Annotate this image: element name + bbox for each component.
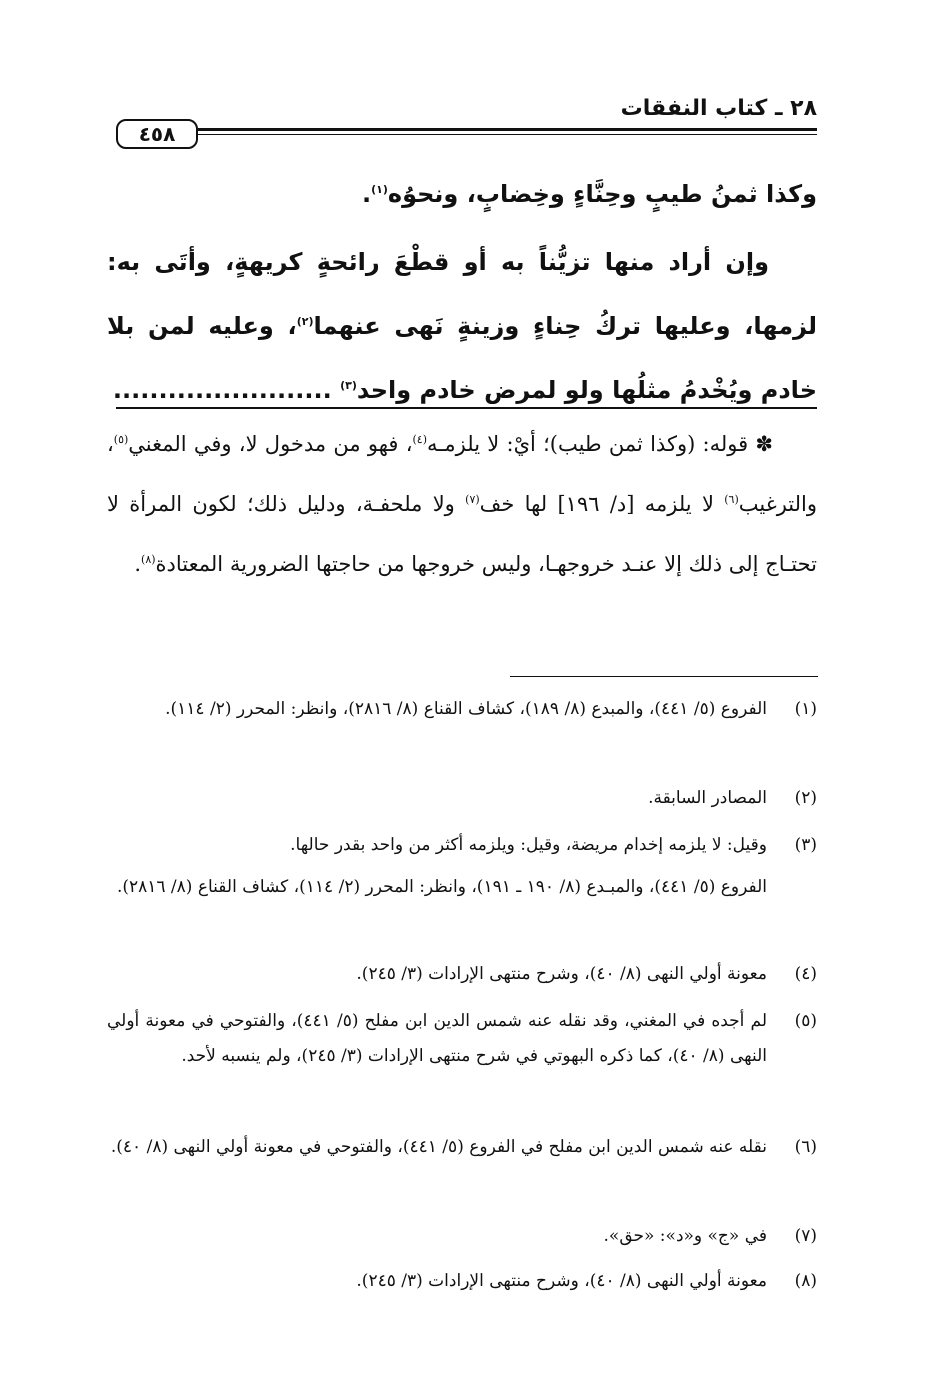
footnotes-separator <box>510 676 818 677</box>
footnote-number: (٦) <box>794 1137 817 1157</box>
footnote-ref[interactable]: (٦) <box>724 493 739 506</box>
footnote-ref[interactable]: (٥) <box>113 433 129 446</box>
footnote-number: (١) <box>794 699 817 719</box>
matn-punct: . <box>362 180 372 208</box>
footnote-text: لم أجده في المغني، وقد نقله عنه شمس الدين ابن مفلح (٥/ ٤٤١)، والفتوحي في معونة أولي النهى (٨/ ٤٠)، كما ذكره البهوتي في شرح منتهى الإرادات (٣/ ٢٤٥)، ولم ينسبه لأحد. <box>107 1011 768 1066</box>
footnote-ref[interactable]: (١) <box>371 183 388 196</box>
matn-separator-rule <box>116 407 817 409</box>
matn-text: وكذا ثمنُ طيبٍ وحِنَّاءٍ وخِضابٍ، ونحوُه <box>387 180 817 208</box>
sharh-text: ولا ملحفـة، ودليل ذلك؛ لكون المرأة لا تحتـاج إلى ذلك إلا عنـد خروجهـا، وليس خروجها من حاجتها الضرورية المعتادة <box>107 492 817 576</box>
sharh-text: ✽ قوله: (وكذا ثمن طيب)؛ أيْ: لا يلزمـه <box>427 432 773 456</box>
running-header-title: ٢٨ ـ كتاب النفقات <box>620 96 817 121</box>
matn-text: ، وعليه لمن بلا خادم ويُخْدمُ مثلُها ولو لمرض خادم واحد <box>107 312 817 404</box>
header-rule-thick <box>198 128 817 131</box>
footnote-number: (٧) <box>794 1226 817 1246</box>
page-number: ٤٥٨ <box>116 119 198 149</box>
sharh-punct: . <box>134 552 142 576</box>
sharh-text: ، والترغيب <box>107 432 817 516</box>
footnote-8 <box>107 1264 817 1299</box>
footnote-5 <box>107 1004 817 1074</box>
footnote-text: نقله عنه شمس الدين ابن مفلح في الفروع (٥/ ٤٤١)، والفتوحي في معونة أولي النهى (٨/ ٤٠). <box>110 1137 767 1157</box>
footnote-number: (٣) <box>794 835 817 855</box>
footnote-ref[interactable]: (٤) <box>412 433 427 446</box>
sharh-paragraph <box>107 412 817 592</box>
header-rule-thin <box>198 134 817 135</box>
dot-leader: ........................ <box>112 376 332 404</box>
footnote-3 <box>107 828 817 863</box>
footnote-text: في «ج» و«د»: «حق». <box>603 1226 767 1246</box>
matn-text: وإن أراد منها تزيُّناً به أو قطْعَ رائحةٍ كريهةٍ، وأتَى به: لزمها، وعليها تركُ حِناءٍ وزينةٍ نَهى عنهما <box>107 248 818 340</box>
footnote-ref[interactable]: (٣) <box>340 379 357 392</box>
footnote-2 <box>107 781 817 816</box>
footnote-text: معونة أولي النهى (٨/ ٤٠)، وشرح منتهى الإرادات (٣/ ٢٤٥). <box>356 964 767 984</box>
footnote-1 <box>107 692 817 727</box>
footnote-number: (٤) <box>794 964 817 984</box>
matn-paragraph-2 <box>107 232 817 420</box>
matn-line-1 <box>107 160 817 224</box>
footnote-text: الفروع (٥/ ٤٤١)، والمبدع (٨/ ١٨٩)، كشاف القناع (٨/ ٢٨١٦)، وانظر: المحرر (٢/ ١١٤). <box>165 699 767 719</box>
footnote-ref[interactable]: (٧) <box>465 493 480 506</box>
footnote-text: وقيل: لا يلزمه إخدام مريضة، وقيل: ويلزمه أكثر من واحد بقدر حالها. <box>290 835 767 855</box>
footnote-ref[interactable]: (٨) <box>141 553 156 566</box>
footnote-text: المصادر السابقة. <box>648 788 767 808</box>
footnote-6 <box>107 1130 817 1165</box>
footnote-number: (٨) <box>794 1271 817 1291</box>
footnote-3-continued <box>107 870 817 905</box>
footnote-7 <box>107 1219 817 1254</box>
footnote-number: (٥) <box>794 1011 817 1031</box>
sharh-text: ، فهو من مدخول لا، وفي المغني <box>128 432 413 456</box>
footnote-4 <box>107 957 817 992</box>
sharh-text: لا يلزمه [د/ ١٩٦] لها خف <box>479 492 725 516</box>
footnote-ref[interactable]: (٢) <box>296 315 314 328</box>
footnote-text: معونة أولي النهى (٨/ ٤٠)، وشرح منتهى الإرادات (٣/ ٢٤٥). <box>356 1271 767 1291</box>
footnote-number: (٢) <box>794 788 817 808</box>
footnote-text: الفروع (٥/ ٤٤١)، والمبـدع (٨/ ١٩٠ ـ ١٩١)، وانظر: المحرر (٢/ ١١٤)، كشاف القناع (٨/ ٢٨١٦). <box>116 877 767 897</box>
